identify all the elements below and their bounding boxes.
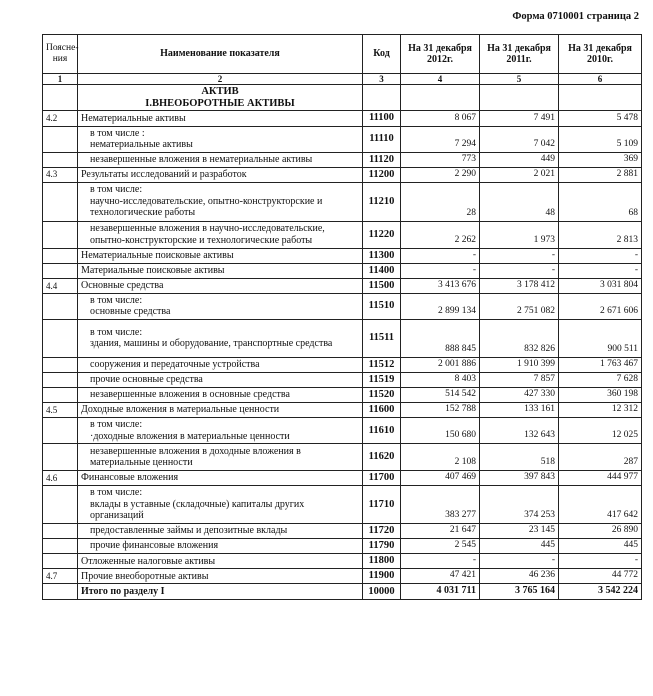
indicator-cell: Материальные поисковые активы bbox=[78, 263, 363, 278]
indicator-cell: Доходные вложения в материальные ценности bbox=[78, 403, 363, 418]
indicator-cell: в том числе: научно-исследовательские, опытно-конструкторские и технологические работы bbox=[78, 182, 363, 221]
value-2011-cell: 445 bbox=[480, 539, 559, 554]
value-2010-cell: 2 813 bbox=[559, 221, 642, 248]
table-row bbox=[43, 569, 642, 584]
value-2011-cell: 2 751 082 bbox=[480, 293, 559, 319]
value-2010-cell: 369 bbox=[559, 152, 642, 167]
table-row bbox=[43, 248, 642, 263]
indicator-cell: в том числе: здания, машины и оборудование, транспортные средства bbox=[78, 319, 363, 357]
explanation-cell bbox=[43, 263, 78, 278]
code-cell: 11519 bbox=[363, 372, 401, 387]
value-2012-cell: 2 899 134 bbox=[401, 293, 480, 319]
indicator-cell: прочие финансовые вложения bbox=[78, 539, 363, 554]
section-subtitle: I.ВНЕОБОРОТНЫЕ АКТИВЫ bbox=[145, 97, 295, 109]
code-cell: 11110 bbox=[363, 126, 401, 152]
value-2011-cell: - bbox=[480, 263, 559, 278]
table-row bbox=[43, 278, 642, 293]
header-2012: На 31 декабря 2012г. bbox=[401, 35, 480, 74]
table-row bbox=[43, 554, 642, 569]
explanation-cell bbox=[43, 387, 78, 402]
value-2011-cell: 2 021 bbox=[480, 167, 559, 182]
indicator-cell: в том числе: вклады в уставные (складочные) капиталы других организаций bbox=[78, 486, 363, 524]
indicator-cell: Результаты исследований и разработок bbox=[78, 167, 363, 182]
explanation-cell bbox=[43, 554, 78, 569]
value-2011-cell: 518 bbox=[480, 444, 559, 471]
value-2012-cell: 888 845 bbox=[401, 319, 480, 357]
column-number-row bbox=[43, 74, 642, 85]
code-cell: 11710 bbox=[363, 486, 401, 524]
value-2011-cell: 133 161 bbox=[480, 403, 559, 418]
header-2011: На 31 декабря 2011г. bbox=[480, 35, 559, 74]
table-row bbox=[43, 319, 642, 357]
explanation-cell bbox=[43, 182, 78, 221]
section-heading-row bbox=[43, 85, 642, 111]
indicator-cell: незавершенные вложения в нематериальные активы bbox=[78, 152, 363, 167]
value-2010-cell: 2 671 606 bbox=[559, 293, 642, 319]
value-2010-cell: 26 890 bbox=[559, 524, 642, 539]
explanation-cell bbox=[43, 357, 78, 372]
indicator-cell: сооружения и передаточные устройства bbox=[78, 357, 363, 372]
balance-sheet-table bbox=[42, 34, 642, 600]
code-cell: 11510 bbox=[363, 293, 401, 319]
value-2012-cell: 2 290 bbox=[401, 167, 480, 182]
code-cell: 11600 bbox=[363, 403, 401, 418]
code-cell: 11700 bbox=[363, 471, 401, 486]
column-number: 1 bbox=[43, 74, 78, 85]
code-cell: 11900 bbox=[363, 569, 401, 584]
table-row bbox=[43, 167, 642, 182]
value-2012-cell: 47 421 bbox=[401, 569, 480, 584]
code-cell: 11400 bbox=[363, 263, 401, 278]
value-2010-cell: 417 642 bbox=[559, 486, 642, 524]
table-row bbox=[43, 357, 642, 372]
indicator-cell: в том числе : нематериальные активы bbox=[78, 126, 363, 152]
value-2011-cell: - bbox=[480, 248, 559, 263]
code-cell: 11800 bbox=[363, 554, 401, 569]
table-row bbox=[43, 182, 642, 221]
value-2011-cell: 7 491 bbox=[480, 111, 559, 126]
explanation-cell bbox=[43, 539, 78, 554]
value-2011-cell: 23 145 bbox=[480, 524, 559, 539]
table-row bbox=[43, 372, 642, 387]
code-cell: 11620 bbox=[363, 444, 401, 471]
code-cell: 11500 bbox=[363, 278, 401, 293]
explanation-cell bbox=[43, 248, 78, 263]
value-2010-cell: 287 bbox=[559, 444, 642, 471]
table-row bbox=[43, 524, 642, 539]
value-2010-cell: 3 031 804 bbox=[559, 278, 642, 293]
value-2010-cell: 900 511 bbox=[559, 319, 642, 357]
value-2010-cell: 5 109 bbox=[559, 126, 642, 152]
table-row bbox=[43, 263, 642, 278]
value-2010-cell: 7 628 bbox=[559, 372, 642, 387]
value-2010-cell: 445 bbox=[559, 539, 642, 554]
value-2011-cell: 397 843 bbox=[480, 471, 559, 486]
value-2010-cell: - bbox=[559, 248, 642, 263]
column-number: 6 bbox=[559, 74, 642, 85]
value-2011-cell: 46 236 bbox=[480, 569, 559, 584]
table-row bbox=[43, 111, 642, 126]
section-title: АКТИВ bbox=[201, 86, 239, 98]
explanation-cell bbox=[43, 372, 78, 387]
value-2012-cell: 21 647 bbox=[401, 524, 480, 539]
value-2010-cell: 68 bbox=[559, 182, 642, 221]
code-cell: 11200 bbox=[363, 167, 401, 182]
value-2011-cell: 48 bbox=[480, 182, 559, 221]
header-code: Код bbox=[363, 35, 401, 74]
indicator-cell: в том числе: ·доходные вложения в материальные ценности bbox=[78, 418, 363, 444]
explanation-cell: 4.3 bbox=[43, 167, 78, 182]
table-header-row bbox=[43, 35, 642, 74]
code-cell: 11220 bbox=[363, 221, 401, 248]
explanation-cell bbox=[43, 152, 78, 167]
table-row bbox=[43, 539, 642, 554]
code-cell: 11100 bbox=[363, 111, 401, 126]
value-2010-cell: 2 881 bbox=[559, 167, 642, 182]
value-2012-cell: 383 277 bbox=[401, 486, 480, 524]
table-row bbox=[43, 152, 642, 167]
value-2012-cell: 2 001 886 bbox=[401, 357, 480, 372]
value-2010-cell: 360 198 bbox=[559, 387, 642, 402]
indicator-cell: в том числе: основные средства bbox=[78, 293, 363, 319]
table-row bbox=[43, 444, 642, 471]
explanation-cell: 4.5 bbox=[43, 403, 78, 418]
table-body bbox=[43, 85, 642, 600]
explanation-cell bbox=[43, 319, 78, 357]
value-2012-cell: 2 262 bbox=[401, 221, 480, 248]
header-2010: На 31 декабря 2010г. bbox=[559, 35, 642, 74]
value-2012-cell: 7 294 bbox=[401, 126, 480, 152]
indicator-cell: прочие основные средства bbox=[78, 372, 363, 387]
explanation-cell bbox=[43, 221, 78, 248]
indicator-cell: незавершенные вложения в основные средства bbox=[78, 387, 363, 402]
value-2011-cell: 1 973 bbox=[480, 221, 559, 248]
value-2010-cell: 5 478 bbox=[559, 111, 642, 126]
code-cell: 11512 bbox=[363, 357, 401, 372]
column-number: 2 bbox=[78, 74, 363, 85]
value-2012-cell: 152 788 bbox=[401, 403, 480, 418]
explanation-cell: 4.4 bbox=[43, 278, 78, 293]
code-cell: 11210 bbox=[363, 182, 401, 221]
value-2012-cell: 773 bbox=[401, 152, 480, 167]
code-cell: 11120 bbox=[363, 152, 401, 167]
explanation-cell bbox=[43, 126, 78, 152]
table-row bbox=[43, 486, 642, 524]
code-cell: 11790 bbox=[363, 539, 401, 554]
header-explanations: Поясне-ния bbox=[43, 35, 78, 74]
value-2010-cell: 12 312 bbox=[559, 403, 642, 418]
code-cell: 11511 bbox=[363, 319, 401, 357]
indicator-cell: Нематериальные активы bbox=[78, 111, 363, 126]
value-2011-cell: 427 330 bbox=[480, 387, 559, 402]
value-2011-cell: 7 042 bbox=[480, 126, 559, 152]
explanation-cell bbox=[43, 486, 78, 524]
value-2011-cell: 3 765 164 bbox=[480, 584, 559, 600]
column-number: 3 bbox=[363, 74, 401, 85]
column-number: 4 bbox=[401, 74, 480, 85]
value-2011-cell: 832 826 bbox=[480, 319, 559, 357]
value-2010-cell: 3 542 224 bbox=[559, 584, 642, 600]
value-2011-cell: 449 bbox=[480, 152, 559, 167]
table-row bbox=[43, 221, 642, 248]
total-row bbox=[43, 584, 642, 600]
header-indicator: Наименование показателя bbox=[78, 35, 363, 74]
value-2010-cell: - bbox=[559, 263, 642, 278]
explanation-cell bbox=[43, 524, 78, 539]
code-cell: 11520 bbox=[363, 387, 401, 402]
indicator-cell: незавершенные вложения в доходные вложения в материальные ценности bbox=[78, 444, 363, 471]
table-row bbox=[43, 403, 642, 418]
code-cell: 11720 bbox=[363, 524, 401, 539]
value-2012-cell: 3 413 676 bbox=[401, 278, 480, 293]
code-cell: 11610 bbox=[363, 418, 401, 444]
indicator-cell: предоставленные займы и депозитные вклады bbox=[78, 524, 363, 539]
explanation-cell bbox=[43, 444, 78, 471]
code-cell: 11300 bbox=[363, 248, 401, 263]
indicator-cell: Нематериальные поисковые активы bbox=[78, 248, 363, 263]
table-row bbox=[43, 418, 642, 444]
explanation-cell bbox=[43, 584, 78, 600]
indicator-cell: Отложенные налоговые активы bbox=[78, 554, 363, 569]
value-2012-cell: 28 bbox=[401, 182, 480, 221]
value-2010-cell: 1 763 467 bbox=[559, 357, 642, 372]
value-2012-cell: 150 680 bbox=[401, 418, 480, 444]
explanation-cell: 4.2 bbox=[43, 111, 78, 126]
table-row bbox=[43, 387, 642, 402]
value-2012-cell: 2 545 bbox=[401, 539, 480, 554]
form-number: Форма 0710001 страница 2 bbox=[512, 11, 639, 22]
value-2012-cell: 2 108 bbox=[401, 444, 480, 471]
value-2010-cell: 44 772 bbox=[559, 569, 642, 584]
explanation-cell: 4.7 bbox=[43, 569, 78, 584]
value-2011-cell: 3 178 412 bbox=[480, 278, 559, 293]
explanation-cell bbox=[43, 418, 78, 444]
value-2010-cell: 444 977 bbox=[559, 471, 642, 486]
indicator-cell: Финансовые вложения bbox=[78, 471, 363, 486]
value-2012-cell: 8 067 bbox=[401, 111, 480, 126]
value-2011-cell: 132 643 bbox=[480, 418, 559, 444]
value-2011-cell: - bbox=[480, 554, 559, 569]
value-2012-cell: 407 469 bbox=[401, 471, 480, 486]
indicator-cell: незавершенные вложения в научно-исследовательские, опытно-конструкторские и технологические работы bbox=[78, 221, 363, 248]
value-2010-cell: - bbox=[559, 554, 642, 569]
value-2012-cell: - bbox=[401, 554, 480, 569]
column-number: 5 bbox=[480, 74, 559, 85]
explanation-cell: 4.6 bbox=[43, 471, 78, 486]
indicator-cell: Итого по разделу I bbox=[78, 584, 363, 600]
indicator-cell: Прочие внеоборотные активы bbox=[78, 569, 363, 584]
value-2012-cell: 514 542 bbox=[401, 387, 480, 402]
value-2010-cell: 12 025 bbox=[559, 418, 642, 444]
indicator-cell: Основные средства bbox=[78, 278, 363, 293]
explanation-cell bbox=[43, 293, 78, 319]
table-row bbox=[43, 126, 642, 152]
value-2012-cell: 4 031 711 bbox=[401, 584, 480, 600]
value-2011-cell: 374 253 bbox=[480, 486, 559, 524]
value-2012-cell: - bbox=[401, 248, 480, 263]
value-2012-cell: 8 403 bbox=[401, 372, 480, 387]
value-2011-cell: 7 857 bbox=[480, 372, 559, 387]
table-row bbox=[43, 471, 642, 486]
value-2012-cell: - bbox=[401, 263, 480, 278]
value-2011-cell: 1 910 399 bbox=[480, 357, 559, 372]
table-row bbox=[43, 293, 642, 319]
code-cell: 10000 bbox=[363, 584, 401, 600]
